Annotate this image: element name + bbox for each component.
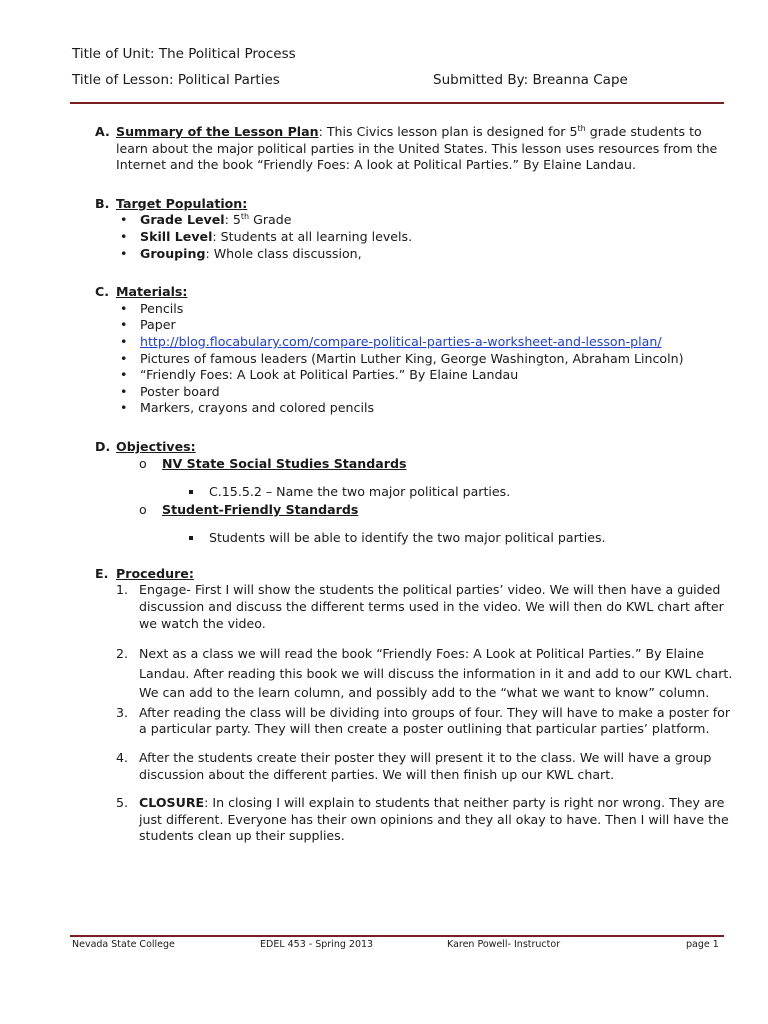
- standard-item-text: C.15.5.2 – Name the two major political parties.: [209, 484, 511, 500]
- square-bullet-icon: [189, 490, 193, 494]
- bullet-icon: •: [120, 317, 128, 333]
- material-item: [116, 317, 735, 334]
- unit-title-label: Title of Unit:: [72, 46, 155, 62]
- lesson-title: [72, 72, 280, 88]
- footer-instructor: Karen Powell- Instructor: [447, 939, 561, 950]
- circle-bullet-icon: o: [139, 501, 147, 517]
- section-summary: [95, 124, 735, 174]
- material-item: [116, 384, 735, 401]
- bullet-icon: •: [120, 300, 128, 316]
- material-item: [116, 400, 735, 417]
- step-label: CLOSURE: [139, 795, 205, 811]
- section-heading: Objectives:: [116, 438, 196, 454]
- superscript: th: [577, 124, 586, 133]
- material-text: Pencils: [140, 300, 184, 316]
- section-heading: Summary of the Lesson Plan: [116, 124, 319, 139]
- lesson-body: [95, 124, 735, 845]
- population-item: [116, 246, 735, 263]
- materials-list: [95, 301, 735, 417]
- bullet-icon: •: [120, 333, 128, 349]
- lesson-title-label: Title of Lesson:: [72, 72, 174, 88]
- step-text: After the students create their poster they will present it to the class. We will have a group discussion about the different parties. We will then finish up our KWL chart.: [139, 749, 712, 782]
- material-text: “Friendly Foes: A Look at Political Parties.” By Elaine Landau: [140, 367, 519, 383]
- section-letter: B.: [95, 195, 110, 211]
- material-text: Paper: [140, 317, 176, 333]
- unit-title-value: The Political Process: [158, 46, 296, 62]
- item-text: : Students at all learning levels.: [212, 228, 413, 244]
- circle-bullet-icon: o: [139, 455, 147, 471]
- bullet-icon: •: [120, 350, 128, 366]
- bullet-icon: •: [120, 212, 128, 228]
- section-heading: Procedure:: [116, 565, 194, 581]
- step-number: 4.: [116, 749, 129, 765]
- procedure-step: [116, 644, 735, 703]
- population-list: [116, 212, 735, 262]
- material-text: Pictures of famous leaders (Martin Luther King, George Washington, Abraham Lincoln): [140, 350, 684, 366]
- bullet-icon: •: [120, 400, 128, 416]
- lesson-title-value: Political Parties: [177, 72, 280, 88]
- material-text: Poster board: [140, 383, 220, 399]
- procedure-step: [116, 750, 735, 783]
- footer-college: Nevada State College: [72, 939, 175, 950]
- resource-link[interactable]: http://blog.flocabulary.com/compare-political-parties-a-worksheet-and-lesson-plan/: [140, 333, 662, 349]
- unit-title: [72, 46, 296, 62]
- section-procedure: [95, 566, 735, 845]
- standard-title: Student-Friendly Standards: [162, 501, 359, 517]
- step-number: 5.: [116, 795, 129, 811]
- section-target-population: [95, 196, 735, 262]
- section-letter: C.: [95, 284, 110, 300]
- section-letter: D.: [95, 438, 111, 454]
- footer-page-number: page 1: [686, 939, 719, 950]
- footer-divider: [70, 935, 724, 937]
- material-item: [116, 334, 735, 351]
- procedure-list: [116, 582, 735, 844]
- square-bullet-icon: [189, 536, 193, 540]
- step-text: Next as a class we will read the book “Friendly Foes: A Look at Political Parties.” By Elaine Landau. After reading this book we will discuss the information in it and add to our KWL chart. We can add to the learn column, and possibly add to the “what we want to know” column.: [139, 646, 733, 701]
- bullet-icon: •: [120, 383, 128, 399]
- summary-text-cont: grade students to learn about the major political parties in the United States. This lesson uses resources from the Internet and the book “Friendly Foes: A look at Political Parties.” By Elaine Landau.: [116, 124, 718, 173]
- submitted-by: [433, 72, 628, 88]
- population-item: [116, 229, 735, 246]
- section-heading: Target Population:: [116, 195, 248, 211]
- procedure-step: [116, 705, 735, 738]
- submitted-by-label: Submitted By:: [433, 72, 529, 88]
- procedure-step: [116, 582, 735, 632]
- item-label: Grade Level: [140, 212, 225, 228]
- material-text: Markers, crayons and colored pencils: [140, 400, 375, 416]
- standard-item: [95, 530, 735, 547]
- standard-heading: [95, 456, 735, 473]
- section-letter: A.: [95, 124, 110, 139]
- section-materials: [95, 284, 735, 417]
- section-objectives: [95, 439, 735, 456]
- material-item: [116, 351, 735, 368]
- standard-heading: [95, 502, 735, 519]
- step-number: 1.: [116, 582, 129, 598]
- bullet-icon: •: [120, 228, 128, 244]
- item-text: : Whole class discussion,: [205, 245, 362, 261]
- item-text-cont: Grade: [249, 212, 292, 228]
- material-item: [116, 301, 735, 318]
- bullet-icon: •: [120, 245, 128, 261]
- standard-item: [95, 484, 735, 501]
- submitted-by-value: Breanna Cape: [532, 72, 628, 88]
- step-text: : In closing I will explain to students that neither party is right nor wrong. They are just different. Everyone has their own opinions and they all okay to have. Then I will have the students clean up their supplies.: [139, 795, 729, 844]
- superscript: th: [240, 212, 250, 222]
- section-heading: Materials:: [116, 284, 188, 300]
- header-divider: [70, 102, 724, 104]
- material-item: [116, 367, 735, 384]
- population-item: [116, 212, 735, 229]
- item-label: Grouping: [140, 245, 206, 261]
- item-label: Skill Level: [140, 228, 213, 244]
- step-text: Engage- First I will show the students the political parties’ video. We will then have a guided discussion and discuss the different terms used in the video. We will then do KWL chart after we watch the video.: [139, 582, 724, 631]
- section-letter: E.: [95, 565, 109, 581]
- summary-text: : This Civics lesson plan is designed for 5: [318, 124, 578, 139]
- procedure-step: [116, 795, 735, 845]
- footer-course: EDEL 453 - Spring 2013: [260, 939, 374, 950]
- item-text: : 5: [224, 212, 241, 228]
- bullet-icon: •: [120, 367, 128, 383]
- standard-title: NV State Social Studies Standards: [162, 455, 407, 471]
- step-number: 2.: [116, 646, 129, 662]
- step-text: After reading the class will be dividing into groups of four. They will have to make a poster for a particular party. They will then create a poster outlining that particular parties’ platform.: [139, 704, 731, 737]
- standard-item-text: Students will be able to identify the two major political parties.: [209, 530, 606, 546]
- step-number: 3.: [116, 704, 129, 720]
